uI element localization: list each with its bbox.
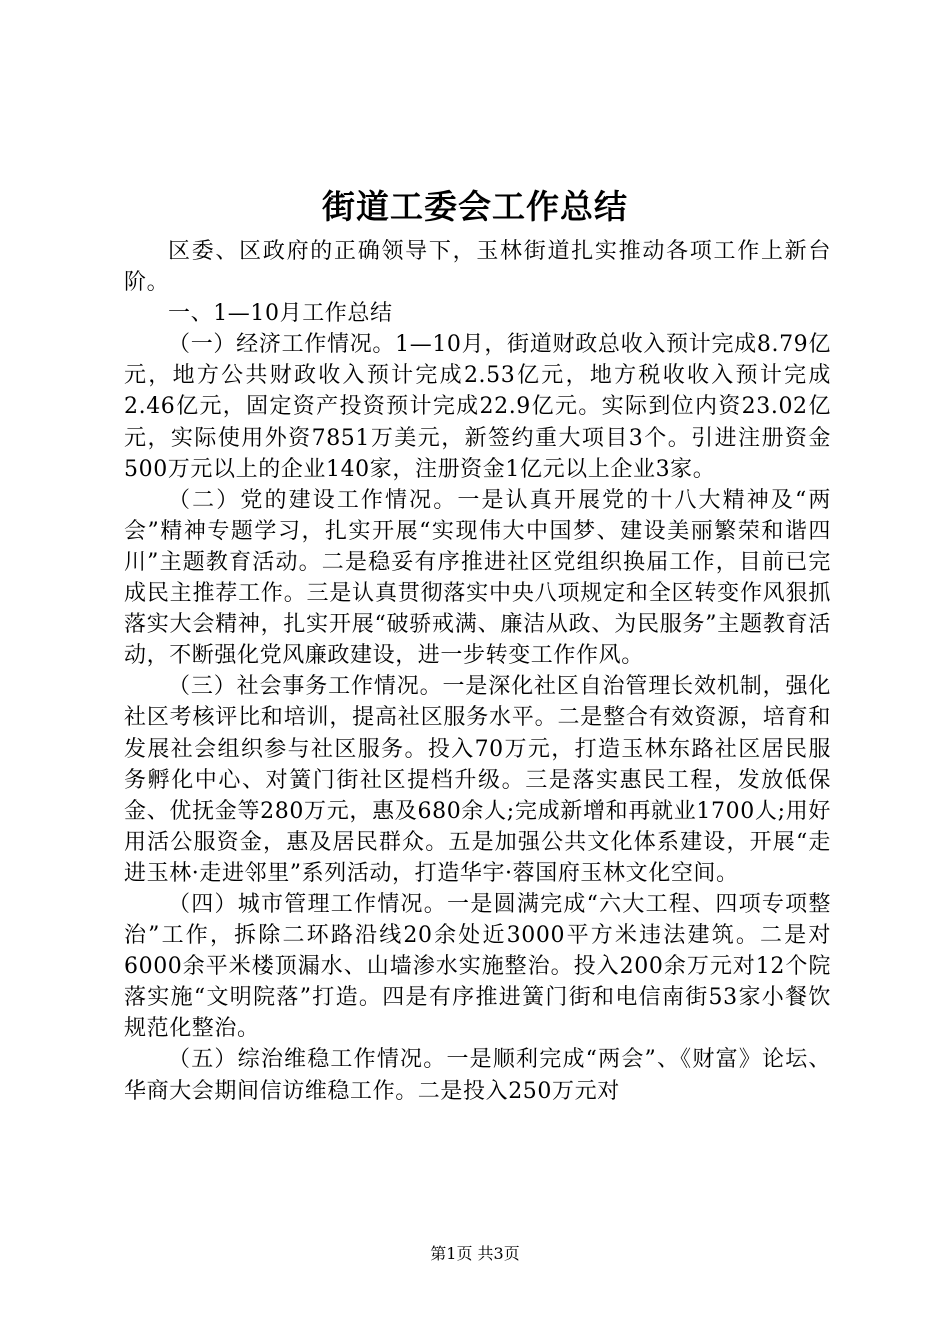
section-heading: 一、1—10月工作总结 [168,301,393,327]
intro-paragraph: 区委、区政府的正确领导下，玉林街道扎实推动各项工作上新台阶。 [124,239,831,296]
page-footer: 第1页 共3页 [430,1244,520,1263]
economy-paragraph: （一）经济工作情况。1—10月，街道财政总收入预计完成8.79亿元，地方公共财政收入预计完成2.53亿元，地方税收收入预计完成2.46亿元，固定资产投资预计完成22.9亿元。实际到位内资23.02亿元，实际使用外资7851万美元，新签约重大项目3个。引进注册资金500万元以上的企业140家，注册资金1亿元以上企业3家。 [124,332,831,482]
urban-management-paragraph: （四）城市管理工作情况。一是圆满完成“六大工程、四项专项整治”工作，拆除二环路沿线20余处近3000平方米违法建筑。二是对6000余平米楼顶漏水、山墙渗水实施整治。投入200余万元对12个院落实施“文明院落”打造。四是有序推进簧门街和电信南街53家小餐饮规范化整治。 [124,891,831,1042]
document-body [124,236,831,1107]
social-affairs-paragraph: （三）社会事务工作情况。一是深化社区自治管理长效机制，强化社区考核评比和培训，提高社区服务水平。二是整合有效资源，培育和发展社会组织参与社区服务。投入70万元，打造玉林东路社区居民服务孵化中心、对簧门街社区提档升级。三是落实惠民工程，发放低保金、优抚金等280万元，惠及680余人;完成新增和再就业1700人;用好用活公服资金，惠及居民群众。五是加强公共文化体系建设，开展“走进玉林·走进邻里”系列活动，打造华宇·蓉国府玉林文化空间。 [124,674,831,886]
document-title: 街道工委会工作总结 [322,187,628,226]
stability-paragraph: （五）综治维稳工作情况。一是顺利完成“两会”、《财富》论坛、华商大会期间信访维稳工作。二是投入250万元对 [124,1047,831,1104]
party-building-paragraph: （二）党的建设工作情况。一是认真开展党的十八大精神及“两会”精神专题学习，扎实开展“实现伟大中国梦、建设美丽繁荣和谐四川”主题教育活动。二是稳妥有序推进社区党组织换届工作，目前已完成民主推荐工作。三是认真贯彻落实中央八项规定和全区转变作风狠抓落实大会精神，扎实开展“破骄戒满、廉洁从政、为民服务”主题教育活动，不断强化党风廉政建设，进一步转变工作作风。 [124,487,831,669]
